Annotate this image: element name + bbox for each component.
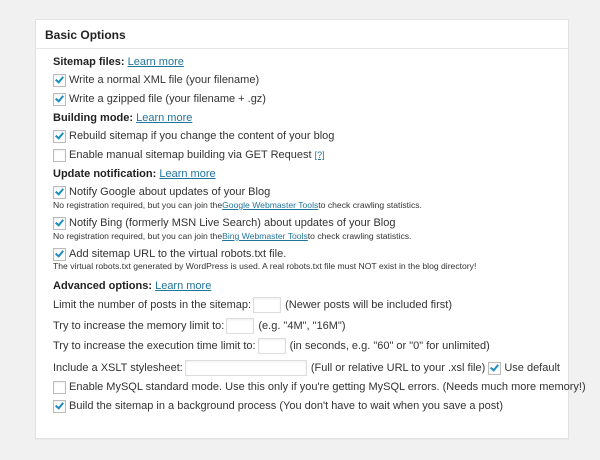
write-xml-checkbox[interactable] xyxy=(53,72,259,88)
bing-note: No registration required, but you can join the xyxy=(53,231,223,241)
sitemap-files-learn-more-link[interactable]: Learn more xyxy=(127,56,184,68)
checkbox-label: Enable MySQL standard mode. Use this only if you're getting MySQL errors. (Needs much more memory!) xyxy=(69,381,586,393)
checkbox-label: Write a gzipped file (your filename + .gz) xyxy=(69,93,266,105)
rebuild-sitemap-checkbox[interactable] xyxy=(53,128,334,144)
limit-posts-hint: (Newer posts will be included first) xyxy=(285,299,452,311)
basic-options-panel xyxy=(35,19,586,439)
xslt-hint: (Full or relative URL to your .xsl file) xyxy=(310,362,486,374)
update-notification-label: Update notification: xyxy=(53,168,157,180)
manual-build-checkbox[interactable] xyxy=(53,147,325,163)
checkbox-label: Add sitemap URL to the virtual robots.txt file. xyxy=(69,248,287,260)
checkbox-icon[interactable] xyxy=(53,149,66,162)
checkbox-icon[interactable] xyxy=(53,130,66,143)
advanced-learn-more-link[interactable]: Learn more xyxy=(155,280,212,292)
help-link[interactable]: [?] xyxy=(314,150,325,160)
checkbox-label: Notify Bing (formerly MSN Live Search) about updates of your Blog xyxy=(69,217,396,229)
building-mode-learn-more-link[interactable]: Learn more xyxy=(136,112,193,124)
sitemap-files-label: Sitemap files: xyxy=(53,56,125,68)
memory-limit-hint: (e.g. "4M", "16M") xyxy=(258,320,346,332)
notify-bing-checkbox[interactable] xyxy=(53,215,395,231)
advanced-options-label: Advanced options: xyxy=(53,280,153,292)
background-build-checkbox[interactable] xyxy=(53,398,503,414)
checkbox-label: Notify Google about updates of your Blog xyxy=(69,186,271,198)
update-notification-learn-more-link[interactable]: Learn more xyxy=(159,168,216,180)
google-webmaster-tools-link[interactable]: Google Webmaster Tools xyxy=(222,200,319,210)
mysql-mode-checkbox[interactable] xyxy=(53,379,586,395)
exec-time-input[interactable] xyxy=(258,338,286,354)
bing-note-end: to check crawling statistics. xyxy=(307,231,412,241)
checkbox-icon[interactable] xyxy=(53,248,66,261)
write-gzip-checkbox[interactable] xyxy=(53,91,266,107)
panel-title: Basic Options xyxy=(45,28,126,42)
memory-limit-input[interactable] xyxy=(226,318,254,334)
exec-time-hint: (in seconds, e.g. "60" or "0" for unlimited) xyxy=(289,340,490,352)
notify-google-checkbox[interactable] xyxy=(53,184,270,200)
google-note: No registration required, but you can join the xyxy=(53,200,223,210)
xslt-input[interactable] xyxy=(185,360,307,376)
checkbox-label: Rebuild sitemap if you change the content of your blog xyxy=(69,130,335,142)
building-mode-label: Building mode: xyxy=(53,112,134,124)
checkbox-icon[interactable] xyxy=(53,74,66,87)
checkbox-icon[interactable] xyxy=(53,381,66,394)
memory-limit-label: Try to increase the memory limit to: xyxy=(53,320,225,332)
checkbox-label: Write a normal XML file (your filename) xyxy=(69,74,260,86)
exec-time-label: Try to increase the execution time limit to: xyxy=(53,340,256,352)
use-default-label: Use default xyxy=(504,362,560,374)
xslt-label: Include a XSLT stylesheet: xyxy=(53,362,183,374)
checkbox-icon[interactable] xyxy=(53,186,66,199)
checkbox-icon[interactable] xyxy=(53,217,66,230)
limit-posts-label: Limit the number of posts in the sitemap: xyxy=(53,299,252,311)
checkbox-label: Build the sitemap in a background process (You don't have to wait when you save a post) xyxy=(69,400,504,412)
limit-posts-input[interactable] xyxy=(253,297,281,313)
google-note-end: to check crawling statistics. xyxy=(318,200,422,210)
use-default-checkbox[interactable] xyxy=(488,362,501,375)
bing-webmaster-tools-link[interactable]: Bing Webmaster Tools xyxy=(222,231,308,241)
robots-note: The virtual robots.txt generated by WordPress is used. A real robots.txt file must NOT exist in the blog directory! xyxy=(53,261,477,271)
checkbox-icon[interactable] xyxy=(53,400,66,413)
checkbox-label: Enable manual sitemap building via GET Request xyxy=(69,149,312,161)
panel-header xyxy=(36,20,568,49)
checkbox-icon[interactable] xyxy=(53,93,66,106)
